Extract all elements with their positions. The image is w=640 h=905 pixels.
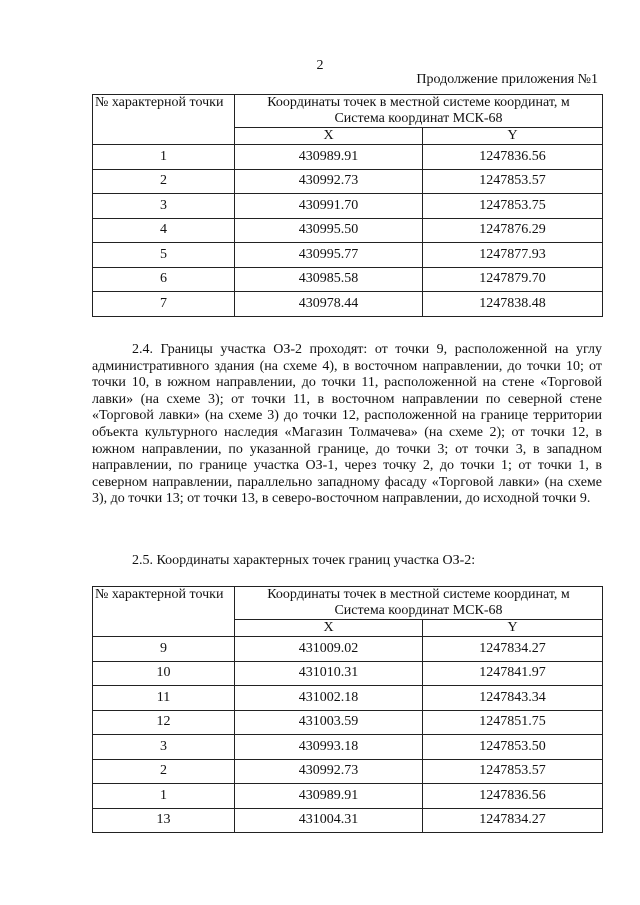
- page-number: 2: [316, 58, 324, 73]
- point-cell: 10: [93, 661, 235, 686]
- point-cell: 2: [93, 759, 235, 784]
- coords-title-header: [235, 95, 603, 128]
- coords-title-line2: Система координат МСК-68: [334, 111, 503, 126]
- point-cell: 4: [93, 218, 235, 243]
- x-cell: 430989.91: [235, 145, 423, 170]
- continuation-label: Продолжение приложения №1: [416, 72, 598, 87]
- x-cell: 430985.58: [235, 267, 423, 292]
- table-row: [93, 292, 603, 317]
- table-row: [93, 194, 603, 219]
- paragraph-2-5: 2.5. Координаты характерных точек границ участка ОЗ-2:: [132, 553, 476, 568]
- coords-title-line1: Координаты точек в местной системе координат, м: [267, 587, 570, 602]
- x-cell: 431010.31: [235, 661, 423, 686]
- x-cell: 431004.31: [235, 808, 423, 833]
- point-cell: 13: [93, 808, 235, 833]
- point-cell: 7: [93, 292, 235, 317]
- table-row: [93, 784, 603, 809]
- y-cell: 1247879.70: [423, 267, 603, 292]
- y-cell: 1247853.75: [423, 194, 603, 219]
- point-cell: 11: [93, 686, 235, 711]
- point-cell: 9: [93, 637, 235, 662]
- point-column-header: № характерной точки: [93, 95, 235, 145]
- x-cell: 430989.91: [235, 784, 423, 809]
- y-cell: 1247853.57: [423, 759, 603, 784]
- table-row: [93, 710, 603, 735]
- point-cell: 12: [93, 710, 235, 735]
- point-cell: 3: [93, 735, 235, 760]
- y-column-header: Y: [423, 620, 603, 637]
- table-row: [93, 145, 603, 170]
- x-cell: 430995.77: [235, 243, 423, 268]
- point-cell: 1: [93, 145, 235, 170]
- point-cell: 3: [93, 194, 235, 219]
- point-cell: 2: [93, 169, 235, 194]
- table-row: [93, 735, 603, 760]
- coords-title-line2: Система координат МСК-68: [334, 603, 503, 618]
- table-row: [93, 243, 603, 268]
- point-cell: 6: [93, 267, 235, 292]
- x-cell: 430993.18: [235, 735, 423, 760]
- table-row: [93, 169, 603, 194]
- point-cell: 5: [93, 243, 235, 268]
- table-row: [93, 637, 603, 662]
- x-cell: 430992.73: [235, 169, 423, 194]
- point-cell: 1: [93, 784, 235, 809]
- y-cell: 1247834.27: [423, 808, 603, 833]
- x-column-header: X: [235, 128, 423, 145]
- x-cell: 430995.50: [235, 218, 423, 243]
- paragraph-2-4: 2.4. Границы участка ОЗ-2 проходят: от точки 9, расположенной на углу административного здания (на схеме 4), в восточном направлении, до точки 10; от точки 10, в южном направлении, до точки 11, расположенной на стене «Торговой лавки» (на схеме 3); от точки 11, в восточном направлении по северной стене «Торговой лавки» (на схеме 3) до точки 12, расположенной на границе территории объекта культурного наследия «Магазин Толмачева» (на схеме 2); от точки 12, в южном направлении, по указанной границе, до точки 3; от точки 3, в западном направлении, по границе участка ОЗ-1, через точку 2, до точки 1; от точки 1, в северном направлении, параллельно западному фасаду «Торговой лавки» (на схеме 3), до точки 13; от точки 13, в северо-восточном направлении, до исходной точки 9.: [92, 342, 602, 507]
- x-cell: 431002.18: [235, 686, 423, 711]
- table-row: [93, 267, 603, 292]
- y-cell: 1247836.56: [423, 145, 603, 170]
- x-cell: 431009.02: [235, 637, 423, 662]
- y-cell: 1247843.34: [423, 686, 603, 711]
- y-cell: 1247838.48: [423, 292, 603, 317]
- table-row: [93, 759, 603, 784]
- y-cell: 1247841.97: [423, 661, 603, 686]
- y-cell: 1247877.93: [423, 243, 603, 268]
- y-cell: 1247876.29: [423, 218, 603, 243]
- y-column-header: Y: [423, 128, 603, 145]
- table-row: [93, 218, 603, 243]
- table-row: [93, 808, 603, 833]
- x-cell: 431003.59: [235, 710, 423, 735]
- y-cell: 1247834.27: [423, 637, 603, 662]
- coordinates-table-2: [92, 586, 603, 833]
- y-cell: 1247853.57: [423, 169, 603, 194]
- x-cell: 430992.73: [235, 759, 423, 784]
- y-cell: 1247836.56: [423, 784, 603, 809]
- x-column-header: X: [235, 620, 423, 637]
- coordinates-table-1: [92, 94, 603, 317]
- y-cell: 1247851.75: [423, 710, 603, 735]
- point-column-header: № характерной точки: [93, 587, 235, 637]
- coords-title-header: [235, 587, 603, 620]
- x-cell: 430991.70: [235, 194, 423, 219]
- x-cell: 430978.44: [235, 292, 423, 317]
- table-row: [93, 661, 603, 686]
- table-row: [93, 686, 603, 711]
- y-cell: 1247853.50: [423, 735, 603, 760]
- coords-title-line1: Координаты точек в местной системе координат, м: [267, 95, 570, 110]
